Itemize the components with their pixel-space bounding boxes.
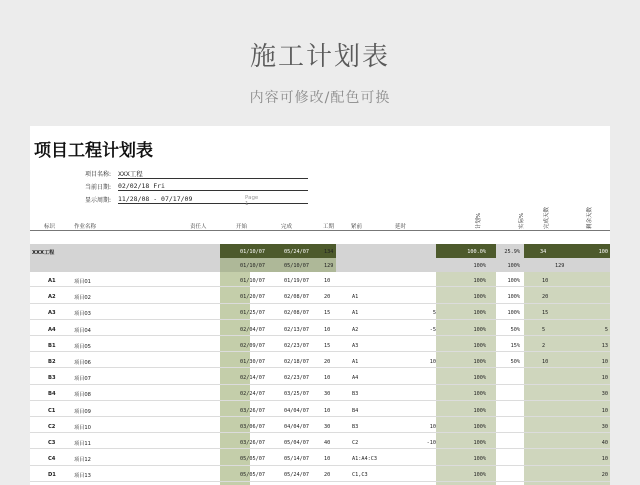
summary-done-days: 34 — [540, 249, 547, 255]
cell-id: B4 — [48, 391, 56, 398]
cell-task: 项目10 — [74, 424, 91, 431]
cell-id: B1 — [48, 342, 56, 349]
cell-plan: 100% — [473, 342, 486, 349]
cell-duration: 15 — [324, 342, 331, 349]
cell-actual: 50% — [510, 359, 520, 365]
cell-delay: 5 — [432, 310, 436, 317]
cell-finish: 04/04/07 — [284, 423, 309, 430]
summary-row-baseline — [30, 259, 610, 272]
cell-finish: 04/04/07 — [284, 407, 309, 414]
cell-finish: 02/13/07 — [284, 326, 309, 333]
info-display-period — [85, 195, 259, 207]
summary-start: 01/10/07 — [240, 249, 265, 255]
cell-start: 05/05/07 — [240, 472, 265, 479]
table-row[interactable] — [30, 387, 610, 400]
cell-task: 项目03 — [74, 311, 91, 318]
page-number: Page 1 — [245, 195, 259, 207]
cell-pred: A1 — [352, 310, 359, 317]
cell-start: 02/04/07 — [240, 326, 265, 333]
cell-task: 项目09 — [74, 408, 91, 415]
table-row[interactable] — [30, 290, 610, 303]
cell-id: D1 — [48, 472, 56, 479]
cell-finish: 02/23/07 — [284, 342, 309, 349]
page-subtitle: 内容可修改/配色可换 — [249, 90, 391, 106]
cell-pred: A4 — [352, 375, 359, 382]
cell-remain: 20 — [601, 472, 608, 479]
cell-pred: B4 — [352, 407, 359, 414]
cell-duration: 20 — [324, 359, 331, 365]
cell-duration: 15 — [324, 310, 331, 317]
cell-actual: 50% — [510, 326, 520, 333]
table-row[interactable] — [30, 355, 610, 368]
cell-remain: 30 — [601, 391, 608, 398]
cell-plan: 100% — [473, 310, 486, 317]
cell-id: C4 — [48, 456, 56, 463]
cell-remain: 10 — [601, 359, 608, 365]
table-row[interactable] — [30, 468, 610, 481]
cell-actual: 15% — [510, 342, 520, 349]
header-done-days: 完成天数 — [544, 206, 550, 229]
cell-finish: 02/23/07 — [284, 375, 309, 382]
cell-task: 项目02 — [74, 295, 91, 302]
cell-duration: 40 — [324, 440, 331, 446]
cell-done: 10 — [542, 359, 549, 365]
cell-delay: -5 — [429, 326, 436, 333]
cell-task: 项目13 — [74, 473, 91, 480]
cell-duration: 10 — [324, 278, 331, 284]
cell-start: 03/06/07 — [240, 423, 265, 430]
cell-start: 03/26/07 — [240, 407, 265, 414]
spreadsheet — [30, 126, 610, 485]
cell-finish: 02/18/07 — [284, 359, 309, 365]
cell-id: B2 — [48, 359, 56, 365]
table-row[interactable] — [30, 420, 610, 433]
baseline-finish: 05/10/07 — [284, 263, 309, 269]
cell-pred: B3 — [352, 423, 359, 430]
cell-id: A4 — [48, 326, 56, 333]
cell-done: 2 — [542, 342, 546, 349]
table-row[interactable] — [30, 323, 610, 336]
cell-start: 02/09/07 — [240, 342, 265, 349]
cell-finish: 03/25/07 — [284, 391, 309, 398]
cell-duration: 10 — [324, 326, 331, 333]
cell-plan: 100% — [473, 359, 486, 365]
cell-finish: 05/14/07 — [284, 456, 309, 463]
baseline-actual: 100% — [507, 263, 520, 269]
cell-remain: 10 — [601, 375, 608, 382]
cell-plan: 100% — [473, 375, 486, 382]
header-remain-days: 剩余天数 — [587, 206, 593, 229]
cell-duration: 10 — [324, 375, 331, 382]
sheet-title: 项目工程计划表 — [34, 141, 153, 161]
header-task: 作业名称 — [74, 224, 97, 230]
cell-finish: 05/04/07 — [284, 440, 309, 446]
cell-task: 项目12 — [74, 457, 91, 464]
cell-finish: 02/08/07 — [284, 294, 309, 301]
cell-duration: 30 — [324, 391, 331, 398]
cell-finish: 02/08/07 — [284, 310, 309, 317]
cell-remain: 10 — [601, 407, 608, 414]
cell-id: C1 — [48, 407, 56, 414]
cell-id: C2 — [48, 423, 56, 430]
cell-plan: 100% — [473, 407, 486, 414]
header-owner: 责任人 — [190, 224, 207, 230]
cell-plan: 100% — [473, 391, 486, 398]
cell-task: 项目05 — [74, 343, 91, 350]
cell-duration: 30 — [324, 423, 331, 430]
header-duration: 工期 — [323, 224, 335, 230]
cell-pred: A3 — [352, 342, 359, 349]
cell-done: 15 — [542, 310, 549, 317]
baseline-plan: 100% — [473, 263, 486, 269]
cell-start: 03/26/07 — [240, 440, 265, 446]
cell-plan: 100% — [473, 294, 486, 301]
cell-task: 项目08 — [74, 392, 91, 399]
cell-pred: A1 — [352, 359, 359, 365]
cell-finish: 05/24/07 — [284, 472, 309, 479]
info-project-name — [85, 169, 143, 178]
table-row[interactable] — [30, 452, 610, 465]
summary-remain-days: 100 — [598, 249, 608, 255]
header-delay: 延时 — [395, 224, 407, 230]
cell-plan: 100% — [473, 456, 486, 463]
cell-pred: A1 — [352, 294, 359, 301]
cell-id: A3 — [48, 310, 56, 317]
cell-done: 20 — [542, 294, 549, 301]
cell-remain: 5 — [604, 326, 608, 333]
cell-finish: 01/19/07 — [284, 278, 309, 284]
cell-plan: 100% — [473, 326, 486, 333]
cell-plan: 100% — [473, 440, 486, 446]
cell-remain: 30 — [601, 423, 608, 430]
cell-duration: 20 — [324, 472, 331, 479]
cell-id: A2 — [48, 294, 56, 301]
info-label: 项目名称: — [85, 171, 112, 178]
cell-remain: 10 — [601, 456, 608, 463]
header-start: 开始 — [236, 224, 248, 230]
cell-remain: 40 — [601, 440, 608, 446]
header-plan: 计划% — [476, 212, 482, 229]
cell-start: 02/24/07 — [240, 391, 265, 398]
cell-start: 01/25/07 — [240, 310, 265, 317]
cell-pred: C2 — [352, 440, 359, 446]
summary-task: XXX工程 — [32, 250, 55, 256]
cell-delay: 10 — [429, 423, 436, 430]
cell-task: 项目01 — [74, 279, 91, 285]
cell-id: B3 — [48, 375, 56, 382]
cell-done: 10 — [542, 278, 549, 284]
cell-duration: 10 — [324, 407, 331, 414]
table-row[interactable] — [30, 371, 610, 384]
cell-start: 01/30/07 — [240, 359, 265, 365]
cell-pred: C1,C3 — [352, 472, 368, 479]
summary-plan: 100.0% — [467, 249, 486, 255]
cell-delay: 10 — [429, 359, 436, 365]
info-label: 当前日期: — [85, 184, 112, 191]
cell-plan: 100% — [473, 423, 486, 430]
page-title: 施工计划表 — [249, 42, 390, 72]
cell-start: 02/14/07 — [240, 375, 265, 382]
cell-actual: 100% — [507, 294, 520, 301]
project-name-value[interactable]: XXX工程 — [118, 169, 308, 179]
cell-start: 05/05/07 — [240, 456, 265, 463]
table-row[interactable] — [30, 274, 610, 287]
cell-duration: 20 — [324, 294, 331, 301]
baseline-start: 01/10/07 — [240, 263, 265, 269]
cell-start: 01/10/07 — [240, 278, 265, 284]
summary-actual: 25.9% — [504, 249, 520, 255]
summary-duration: 134 — [324, 249, 334, 255]
header-finish: 完成 — [281, 224, 293, 230]
cell-plan: 100% — [473, 472, 486, 479]
cell-pred: A2 — [352, 326, 359, 333]
table-row[interactable] — [30, 436, 610, 449]
cell-delay: -10 — [426, 440, 436, 446]
baseline-duration: 129 — [324, 263, 334, 269]
cell-plan: 100% — [473, 278, 486, 284]
cell-task: 项目06 — [74, 360, 91, 366]
display-period-value[interactable]: 11/28/08 - 07/17/09 — [118, 195, 308, 204]
table-row[interactable] — [30, 404, 610, 417]
table-row[interactable] — [30, 306, 610, 319]
current-date-value[interactable]: 02/02/18 Fri — [118, 182, 308, 191]
cell-task: 项目04 — [74, 327, 91, 334]
info-current-date — [85, 182, 165, 191]
cell-remain: 13 — [601, 342, 608, 349]
baseline-done-days: 129 — [555, 263, 565, 269]
cell-done: 5 — [542, 326, 546, 333]
cell-duration: 10 — [324, 456, 331, 463]
summary-row-total — [30, 245, 610, 258]
cell-pred: B3 — [352, 391, 359, 398]
cell-actual: 100% — [507, 278, 520, 284]
cell-task: 项目11 — [74, 441, 91, 447]
table-row[interactable] — [30, 339, 610, 352]
cell-task: 项目07 — [74, 376, 91, 383]
cell-actual: 100% — [507, 310, 520, 317]
summary-finish: 05/24/07 — [284, 249, 309, 255]
cell-id: C3 — [48, 440, 56, 446]
header-divider — [30, 230, 610, 231]
cell-pred: A1:A4:C3 — [352, 456, 377, 463]
header-pred: 紧前 — [351, 224, 363, 230]
cell-id: A1 — [48, 278, 56, 284]
header-actual: 实际% — [519, 212, 525, 229]
info-label: 显示周期: — [85, 197, 112, 204]
cell-start: 01/20/07 — [240, 294, 265, 301]
header-id: 标识 — [44, 224, 56, 230]
